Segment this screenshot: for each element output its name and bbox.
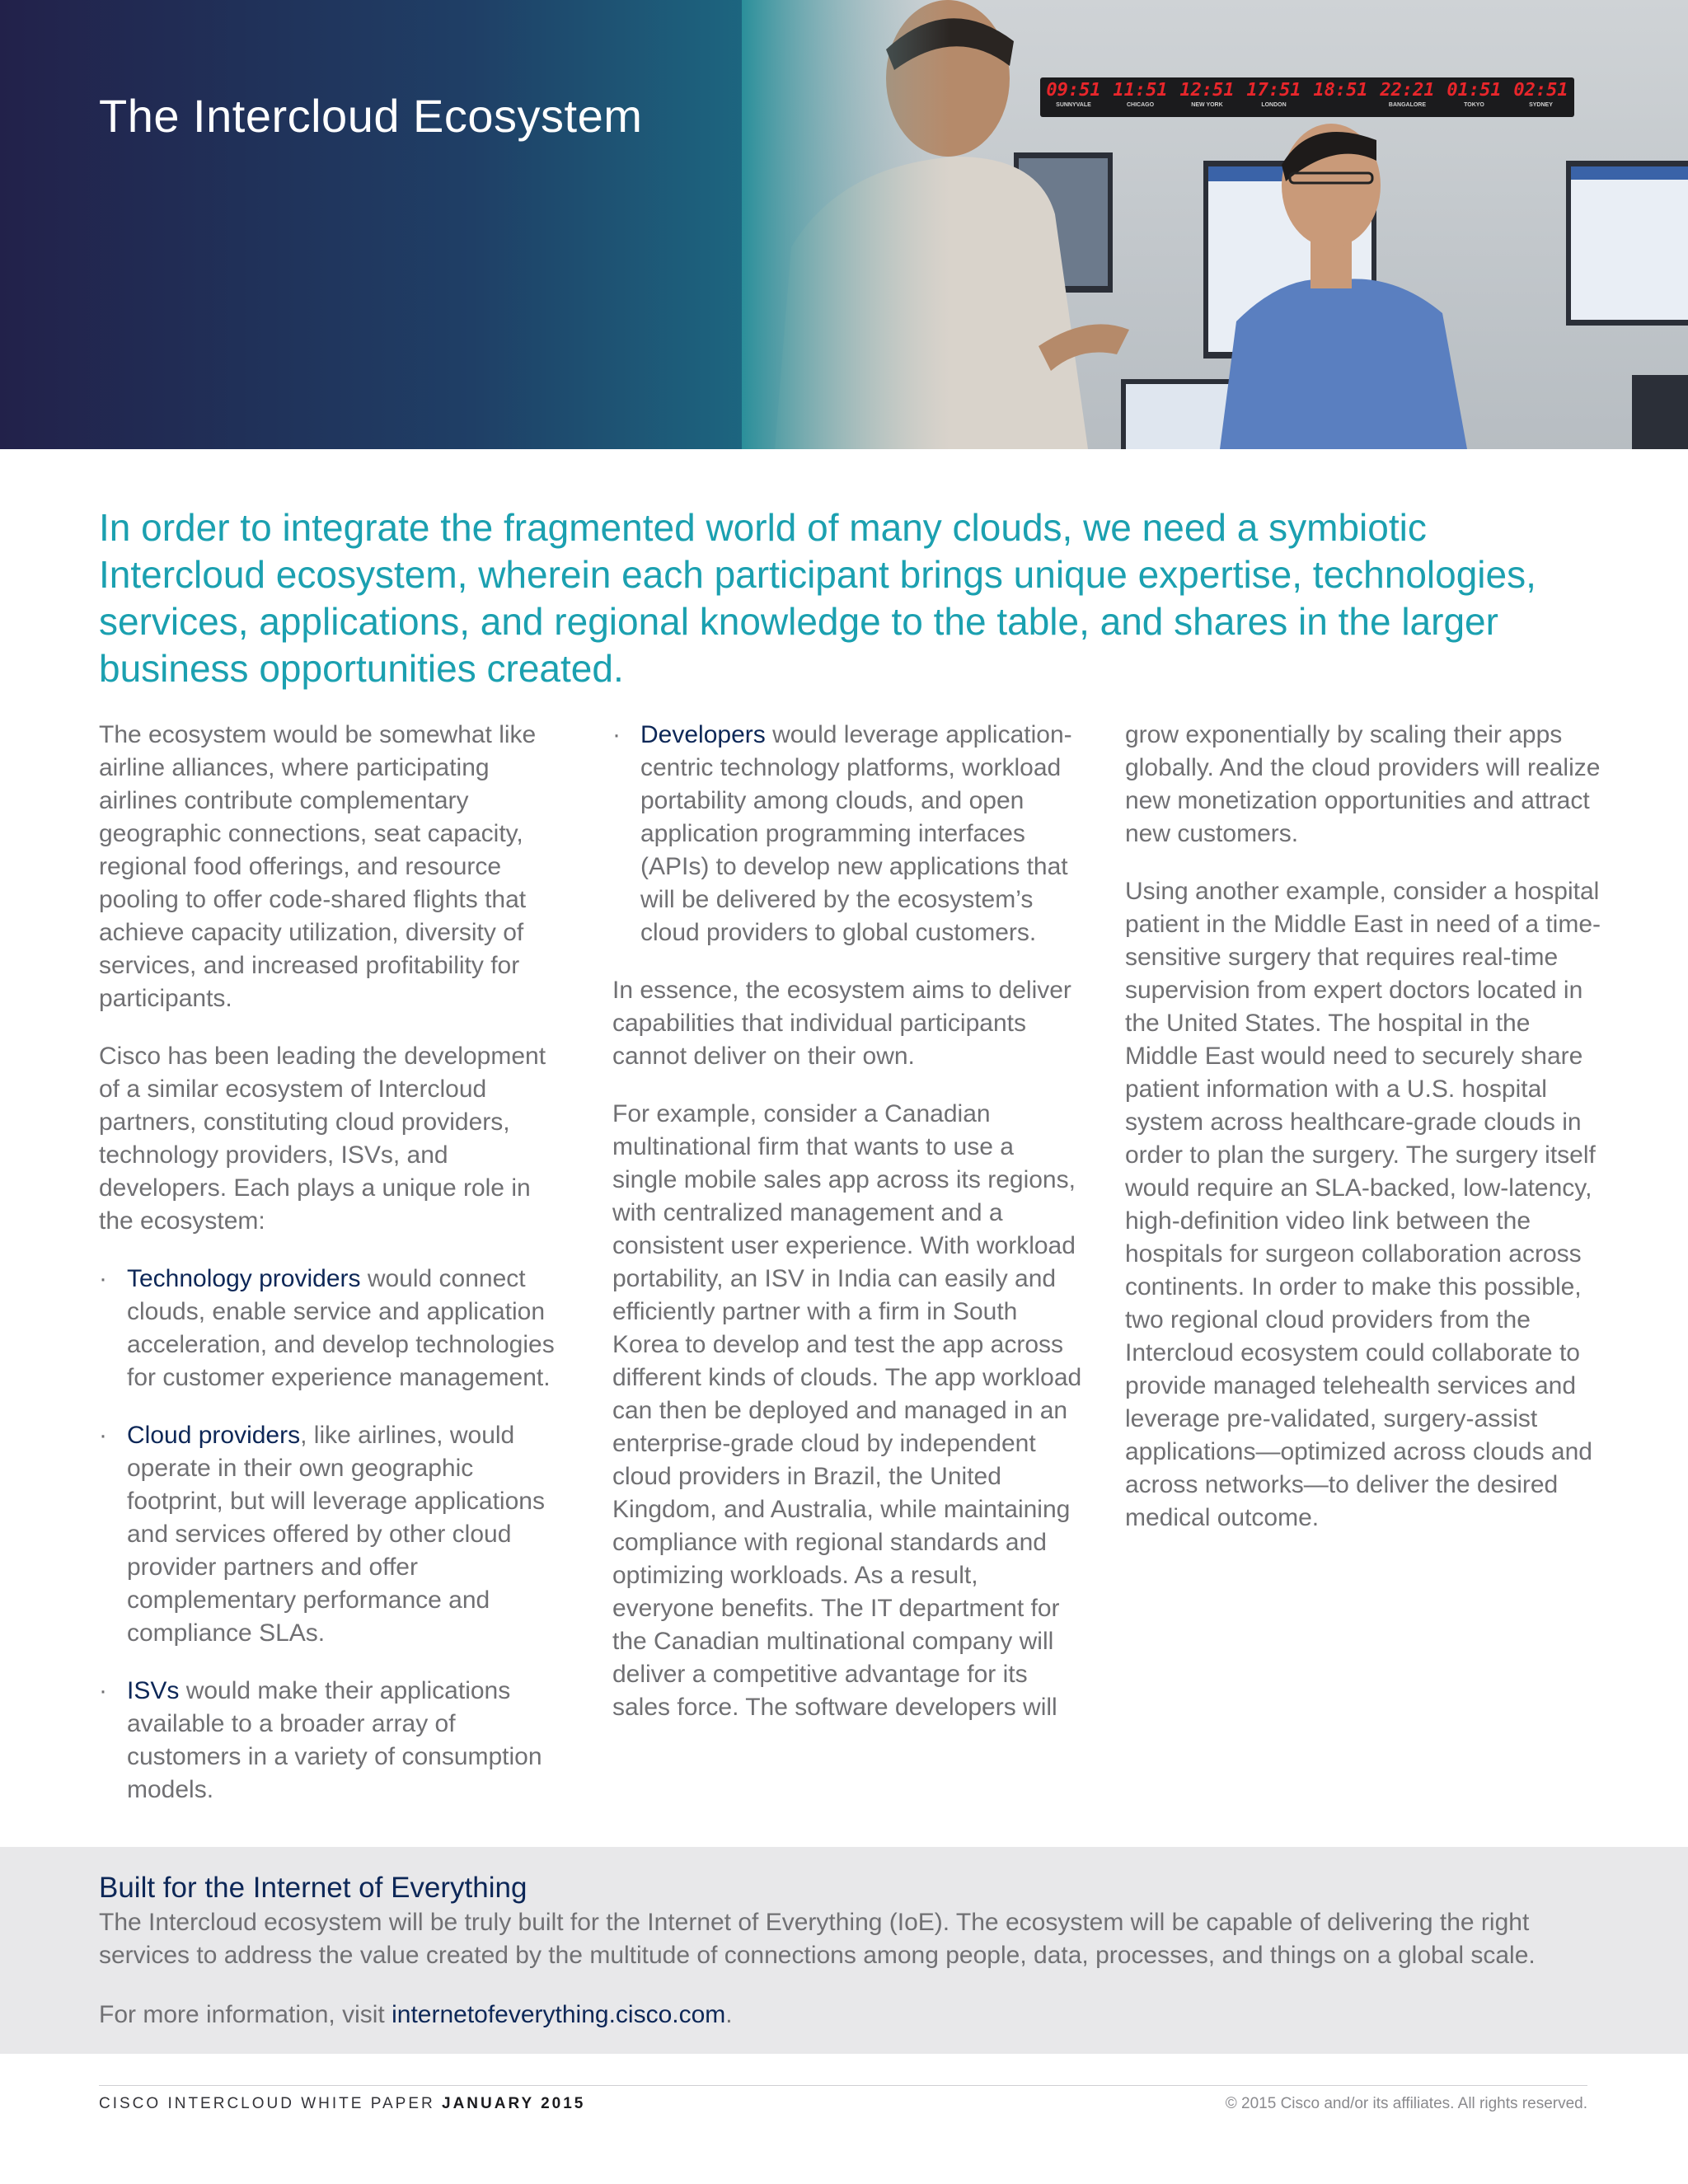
clock: 02:51 SYDNEY <box>1513 80 1568 108</box>
paragraph: grow exponentially by scaling their apps globally. And the cloud providers will realize new monetization opportunities and attract new customers. <box>1125 721 1601 847</box>
participant-list-continued <box>612 719 1082 949</box>
page-title: The Intercloud Ecosystem <box>99 90 643 142</box>
section-body: The Intercloud ecosystem will be truly built for the Internet of Everything (IoE). The ecosystem will be capable of delivering the right services to address the value created by the multitude of connections among people, data, processes, and things on a global scale. <box>99 1909 1536 1969</box>
column-3 <box>1125 719 1603 1559</box>
ioe-section <box>0 1847 1688 2054</box>
footer-doc-title <box>99 2095 585 2113</box>
paragraph: Cisco has been leading the development of a similar ecosystem of Intercloud partners, constituting cloud providers, technology providers, ISVs, and developers. Each plays a unique role in the ecosystem: <box>99 1043 546 1235</box>
doc-title: CISCO INTERCLOUD WHITE PAPER <box>99 2095 443 2112</box>
clock: 09:51 SUNNYVALE <box>1046 80 1101 108</box>
participant-list <box>99 1263 569 1807</box>
clock: 22:21 BANGALORE <box>1380 80 1435 108</box>
list-item <box>99 1419 569 1650</box>
more-info-line <box>99 1999 733 2032</box>
more-info-suffix: . <box>725 2001 733 2028</box>
clock: 12:51 NEW YORK <box>1179 80 1235 108</box>
bullet-icon: · <box>99 1677 107 1704</box>
bullet-icon: · <box>99 1265 107 1292</box>
section-heading: Built for the Internet of Everything <box>99 1872 528 1904</box>
list-item <box>99 1263 569 1394</box>
clock: 17:51 LONDON <box>1246 80 1301 108</box>
clock: 18:51 <box>1313 80 1368 101</box>
ioe-website-link[interactable]: internetofeverything.cisco.com <box>392 2001 726 2028</box>
term: ISVs <box>127 1677 180 1704</box>
term: Technology providers <box>127 1265 361 1292</box>
list-item <box>612 719 1082 949</box>
intro-callout: In order to integrate the fragmented world of many clouds, we need a symbiotic Intercloud ecosystem, wherein each participant brings unique expertise, technologies, services, applications, and regional knowledge to the table, and shares in the larger business opportunities created. <box>99 506 1536 690</box>
clock: 01:51 TOKYO <box>1447 80 1502 108</box>
doc-date: JANUARY 2015 <box>442 2095 586 2112</box>
column-2 <box>612 719 1082 1749</box>
paragraph: In essence, the ecosystem aims to deliver capabilities that individual participants cannot deliver on their own. <box>612 977 1071 1070</box>
term: Cloud providers <box>127 1422 301 1449</box>
bullet-icon: · <box>612 721 621 748</box>
term-description: would connect clouds, enable service and application acceleration, and develop technologies for customer experience management. <box>127 1265 555 1391</box>
clock: 11:51 CHICAGO <box>1113 80 1168 108</box>
more-info-prefix: For more information, visit <box>99 2001 392 2028</box>
term-description: would leverage application-centric technology platforms, workload portability among clouds, and open application programming interfaces (APIs) to develop new applications that will be delivered by the ecosystem’s cloud providers to global customers. <box>640 721 1072 946</box>
hero-banner <box>0 0 1688 449</box>
copyright: © 2015 Cisco and/or its affiliates. All rights reserved. <box>1225 2095 1587 2112</box>
term-description: would make their applications available to a broader array of customers in a variety of consumption models. <box>127 1677 542 1803</box>
paragraph: The ecosystem would be somewhat like airline alliances, where participating airlines contribute complementary geographic connections, seat capacity, regional food offerings, and resource pooling to offer code-shared flights that achieve capacity utilization, diversity of services, and increased profitability for participants. <box>99 721 537 1012</box>
bullet-icon: · <box>99 1422 107 1449</box>
world-clock-display <box>1040 77 1574 117</box>
list-item <box>99 1675 569 1807</box>
term: Developers <box>640 721 766 748</box>
column-1 <box>99 719 569 1831</box>
hero-photo <box>742 0 1688 449</box>
paragraph: For example, consider a Canadian multinational firm that wants to use a single mobile sales app across its regions, with centralized management and a consistent user experience. With workload portability, an ISV in India can easily and efficiently partner with a firm in South Korea to develop and test the app across different kinds of clouds. The app workload can then be deployed and managed in an enterprise-grade cloud by independent cloud providers in Brazil, the United Kingdom, and Australia, while maintaining compliance with regional standards and optimizing workloads. As a result, everyone benefits. The IT department for the Canadian multinational company will deliver a competitive advantage for its sales force. The software developers will <box>612 1100 1082 1721</box>
footer-divider <box>99 2085 1587 2086</box>
term-description: , like airlines, would operate in their own geographic footprint, but will leverage applications and services offered by other cloud provider partners and offer complementary performance and compliance SLAs. <box>127 1422 545 1647</box>
paragraph: Using another example, consider a hospital patient in the Middle East in need of a time-sensitive surgery that requires real-time supervision from expert doctors located in the United States. The hospital in the Middle East would need to securely share patient information with a U.S. hospital system across healthcare-grade clouds in order to plan the surgery. The surgery itself would require an SLA-backed, low-latency, high-definition video link between the hospitals for surgeon collaboration across continents. In order to make this possible, two regional cloud providers from the Intercloud ecosystem could collaborate to provide managed telehealth services and leverage pre-validated, surgery-assist applications—optimized across clouds and across networks—to deliver the desired medical outcome. <box>1125 878 1601 1531</box>
